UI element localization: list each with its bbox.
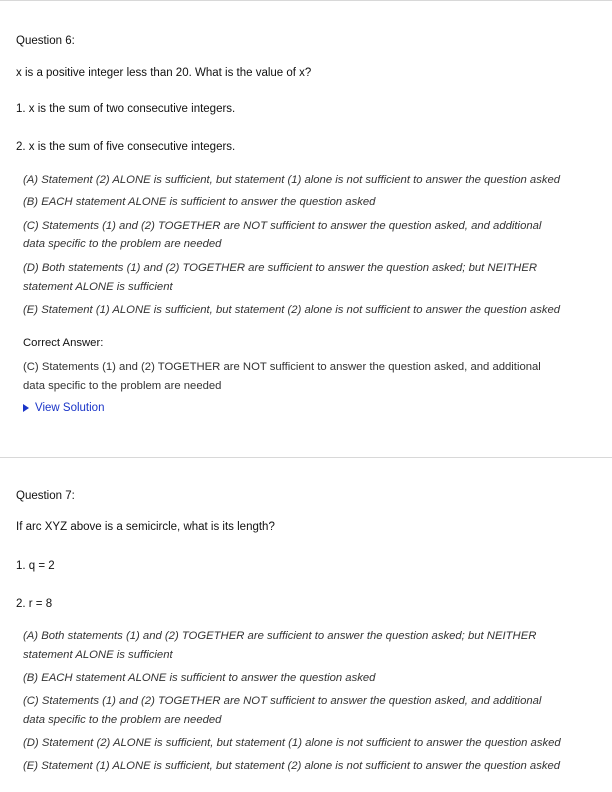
correct-answer-label: Correct Answer:	[23, 337, 104, 349]
statement-1: 1. x is the sum of two consecutive integers.	[16, 103, 236, 115]
option-b: (B) EACH statement ALONE is sufficient to answer the question asked	[23, 672, 376, 684]
view-solution-label: View Solution	[35, 402, 105, 414]
question-heading: Question 7:	[16, 490, 75, 502]
expand-triangle-icon	[23, 404, 29, 412]
option-e: (E) Statement (1) ALONE is sufficient, but statement (2) alone is not sufficient to answer the question asked	[23, 304, 561, 316]
question-divider	[0, 457, 612, 458]
view-solution-link[interactable]	[23, 402, 104, 414]
statement-2: 2. x is the sum of five consecutive integers.	[16, 141, 236, 153]
statement-1: 1. q = 2	[16, 560, 55, 572]
option-d-line-2: statement ALONE is sufficient	[23, 281, 173, 293]
option-a-line-2: statement ALONE is sufficient	[23, 649, 173, 661]
option-c-line-2: data specific to the problem are needed	[23, 714, 222, 726]
option-e: (E) Statement (1) ALONE is sufficient, but statement (2) alone is not sufficient to answer the question asked	[23, 760, 561, 772]
top-divider	[0, 0, 612, 1]
statement-2: 2. r = 8	[16, 598, 53, 610]
option-d: (D) Statement (2) ALONE is sufficient, but statement (1) alone is not sufficient to answer the question asked	[23, 737, 561, 749]
option-d: (D) Both statements (1) and (2) TOGETHER are sufficient to answer the question asked; but NEITHER	[23, 262, 538, 274]
question-stem: If arc XYZ above is a semicircle, what is its length?	[16, 521, 275, 533]
option-c: (C) Statements (1) and (2) TOGETHER are NOT sufficient to answer the question asked, and additional	[23, 220, 542, 232]
option-a: (A) Both statements (1) and (2) TOGETHER are sufficient to answer the question asked; but NEITHER	[23, 630, 537, 642]
correct-answer-text-line-2: data specific to the problem are needed	[23, 380, 222, 392]
option-c-line-2: data specific to the problem are needed	[23, 238, 222, 250]
question-heading: Question 6:	[16, 35, 75, 47]
question-stem: x is a positive integer less than 20. What is the value of x?	[16, 67, 312, 79]
option-b: (B) EACH statement ALONE is sufficient to answer the question asked	[23, 196, 376, 208]
correct-answer-text: (C) Statements (1) and (2) TOGETHER are NOT sufficient to answer the question asked, and additional	[23, 361, 541, 373]
option-a: (A) Statement (2) ALONE is sufficient, but statement (1) alone is not sufficient to answer the question asked	[23, 174, 561, 186]
option-c: (C) Statements (1) and (2) TOGETHER are NOT sufficient to answer the question asked, and additional	[23, 695, 542, 707]
